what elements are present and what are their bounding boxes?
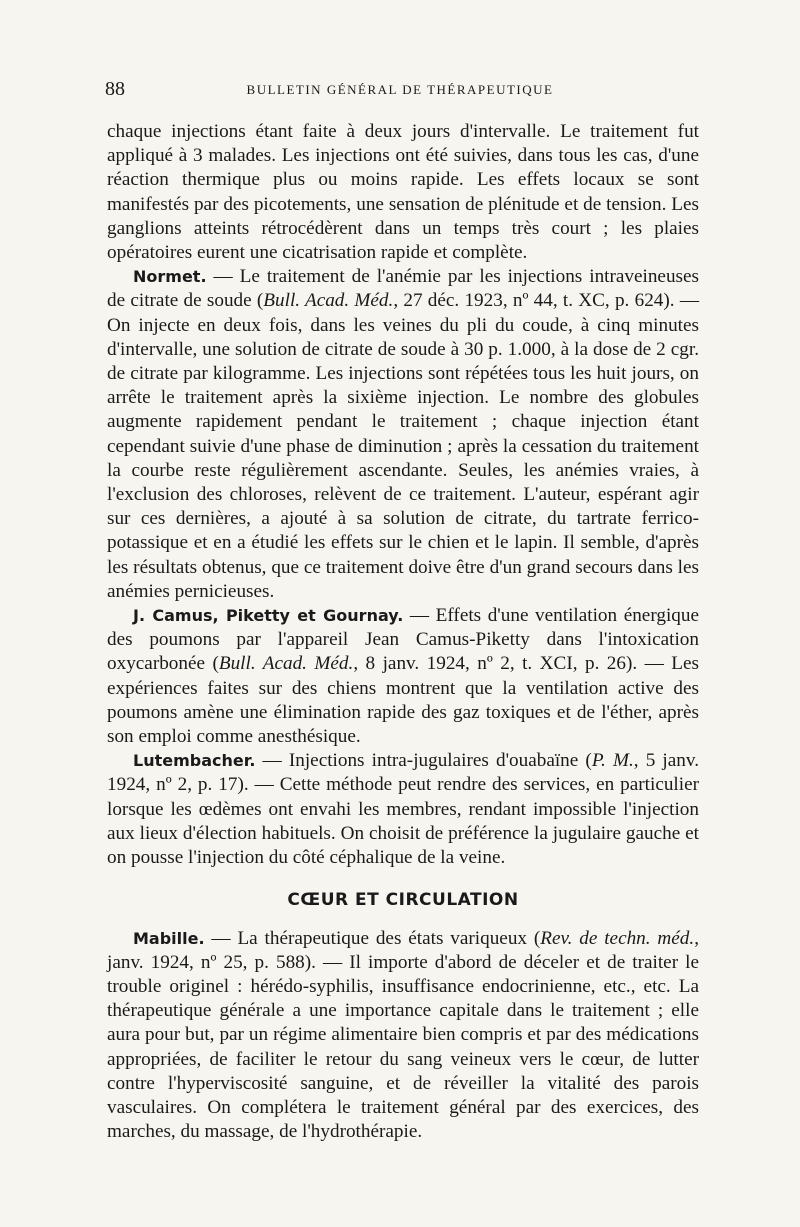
citation-journal: Bull. Acad. Méd. <box>218 653 354 675</box>
abstract-normet <box>107 265 699 604</box>
paragraph-continued: chaque injections étant faite à deux jours d'intervalle. Le traitement fut appliqué à 3 malades. Les injections ont été suivies, dans tous les cas, d'une réaction thermique plus ou moins rapide. Les effets locaux se sont manifestés par des picotements, une sensation de plénitude et de tension. Les ganglions atteints rétrocédèrent dans un temps très court ; les plaies opératoires eurent une cicatrisation rapide et complète. <box>107 121 699 264</box>
abstract-body: , janv. 1924, nº 25, p. 588). — Il importe d'abord de déceler et de traiter le trouble originel : hérédo-syphilis, insuffisance endocrinienne, etc., etc. La thérapeutique générale a une importance capitale dans le traitement ; elle aura pour but, par un régime alimentaire bien compris et par des médications appropriées, de faciliter le retour du sang veineux vers le cœur, de lutter contre l'hyperviscosité sanguine, et de réveiller la vitalité des parois vasculaires. On complétera le traitement général par des exercices, des marches, du massage, de l'hydrothérapie. <box>107 927 699 1143</box>
abstract-title: — La thérapeutique des états variqueux ( <box>204 927 541 949</box>
abstract-title: — Le traitement de l'anémie par les injections intraveineuses de citrate de soude ( <box>107 266 699 312</box>
author-name: Lutembacher. <box>133 751 256 771</box>
abstract-camus <box>107 604 699 749</box>
abstract-mabille <box>107 927 699 1145</box>
abstract-title: — Effets d'une ventilation énergique des poumons par l'appareil Jean Camus-Piketty dans l'intoxication oxycarbonée ( <box>107 605 699 675</box>
author-name: Normet. <box>133 267 207 287</box>
author-name: J. Camus, Piketty et Gournay. <box>133 606 404 626</box>
section-heading: CŒUR ET CIRCULATION <box>287 890 519 911</box>
citation-journal: Bull. Acad. Méd. <box>263 290 394 312</box>
citation-journal: P. M. <box>591 750 634 772</box>
body-text <box>107 120 699 1144</box>
citation-journal: Rev. de techn. méd. <box>540 927 695 949</box>
author-name: Mabille. <box>133 928 205 948</box>
running-head <box>105 78 695 102</box>
abstract-body: , 8 janv. 1924, nº 2, t. XCI, p. 26). — Les expériences faites sur des chiens montrent que la ventilation active des poumons amène une élimination rapide des gaz toxiques et de l'éther, après son emploi comme anesthésique. <box>107 653 699 748</box>
abstract-lutembacher <box>107 749 699 870</box>
abstract-body: , 27 déc. 1923, nº 44, t. XC, p. 624). — On injecte en deux fois, dans les veines du pli du coude, à cinq minutes d'intervalle, une solution de citrate de soude à 30 p. 1.000, à la dose de 2 cgr. de citrate par kilogramme. Les injections sont répétées tous les huit jours, on arrête le traitement après la sixième injection. Le nombre des globules augmente rapidement pendant le traitement ; chaque injection étant cependant suivie d'une phase de diminution ; après la cessation du traitement la courbe reste régulièrement ascendante. Seules, les anémies vraies, à l'exclusion des chloroses, relèvent de ce traitement. L'auteur, espérant agir sur ces dernières, a ajouté à sa solution de citrate, du tartrate ferrico-potassique et en a étudié les effets sur le chien et le lapin. Il semble, d'après les résultats obtenus, que ce traitement doive être d'un grand secours dans les anémies pernicieuses. <box>107 290 700 602</box>
abstract-body: , 5 janv. 1924, nº 2, p. 17). — Cette méthode peut rendre des services, en particulier lorsque les œdèmes ont envahi les membres, rendant impossible l'injection aux lieux d'élection habituels. On choisit de préférence la jugulaire gauche et on pousse l'injection du côté céphalique de la veine. <box>107 750 699 869</box>
page-number: 88 <box>105 78 125 100</box>
journal-title: BULLETIN GÉNÉRAL DE THÉRAPEUTIQUE <box>246 82 554 97</box>
abstract-title: — Injections intra-jugulaires d'ouabaïne ( <box>255 750 592 772</box>
